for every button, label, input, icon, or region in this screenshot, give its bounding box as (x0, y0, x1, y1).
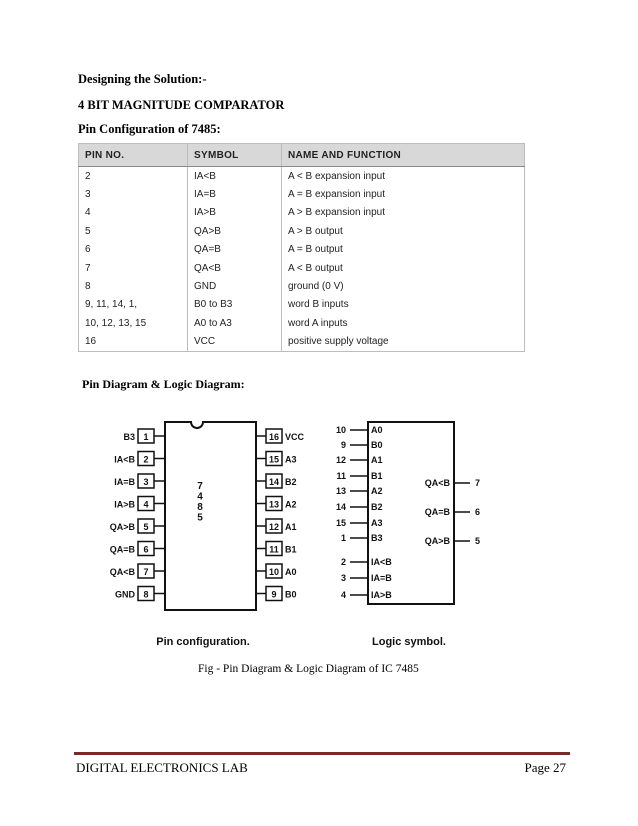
input-pin-label: A0 (371, 425, 383, 435)
cell-symbol: B0 to B3 (188, 296, 282, 314)
cell-symbol: IA<B (188, 167, 282, 186)
column-header-pin: PIN NO. (79, 144, 188, 167)
left-pin-label: IA=B (114, 477, 135, 487)
input-pin-label: B0 (371, 440, 383, 450)
left-pin-label: QA=B (109, 544, 135, 555)
chip-outline (165, 422, 256, 610)
input-pin-number: 11 (336, 471, 346, 481)
table-row (79, 296, 525, 314)
input-pin-number: 12 (335, 455, 346, 465)
cell-symbol: IA>B (188, 204, 282, 222)
table-row (79, 222, 525, 240)
cell-pin: 7 (79, 259, 188, 277)
input-pin-number: 1 (340, 533, 346, 543)
input-pin-number: 13 (335, 486, 346, 496)
footer-page-number: Page 27 (524, 760, 566, 775)
pin-configuration-caption: Pin configuration. (156, 636, 250, 648)
left-pin-label: GND (115, 589, 135, 600)
output-pin-number: 7 (475, 478, 481, 488)
input-pin-label: A3 (371, 518, 383, 528)
output-pin-label: QA=B (424, 507, 450, 517)
right-pin-label: B1 (285, 544, 297, 555)
cell-symbol: A0 to A3 (188, 314, 282, 332)
diagram-heading: Pin Diagram & Logic Diagram: (82, 377, 245, 391)
table-row (79, 167, 525, 186)
left-pin-number: 1 (143, 432, 149, 442)
left-pin-number: 2 (143, 454, 149, 465)
right-pin-number: 13 (268, 499, 280, 510)
footer-lab-name: DIGITAL ELECTRONICS LAB (76, 760, 248, 775)
left-pin-number: 6 (143, 544, 149, 555)
input-pin-label: IA<B (371, 557, 392, 567)
right-pin-number: 14 (268, 477, 280, 487)
cell-function: A < B output (288, 262, 343, 274)
cell-pin: 10, 12, 13, 15 (79, 314, 188, 332)
input-pin-label: A2 (371, 486, 383, 496)
input-pin-label: B3 (371, 533, 383, 543)
output-pin-number: 6 (475, 507, 481, 517)
right-pin-number: 10 (268, 567, 280, 577)
right-pin-label: B0 (285, 589, 297, 600)
cell-symbol: QA<B (188, 259, 282, 277)
pin-config-heading: Pin Configuration of 7485: (78, 122, 221, 136)
cell-function: word B inputs (288, 299, 349, 311)
output-pin-label: QA>B (424, 536, 450, 546)
right-pin-label: VCC (285, 432, 305, 442)
input-pin-number: 14 (335, 502, 346, 512)
cell-symbol: IA=B (188, 185, 282, 203)
chip-part-number-digit: 5 (197, 512, 203, 524)
table-row (79, 204, 525, 222)
right-pin-number: 12 (268, 522, 280, 532)
pin-and-logic-diagram (88, 410, 488, 655)
table-row (79, 185, 525, 203)
input-pin-label: B1 (371, 471, 383, 481)
cell-pin: 9, 11, 14, 1, (79, 296, 188, 314)
left-pin-number: 7 (143, 567, 149, 577)
cell-function: A = B output (288, 244, 343, 256)
right-pin-number: 11 (269, 544, 279, 555)
right-pin-number: 16 (268, 432, 280, 442)
cell-pin: 8 (79, 277, 188, 295)
cell-function: word A inputs (288, 317, 348, 329)
left-pin-label: QA>B (109, 522, 135, 532)
right-pin-label: A0 (285, 567, 297, 577)
cell-function: A = B expansion input (288, 189, 386, 201)
comparator-title: 4 BIT MAGNITUDE COMPARATOR (78, 98, 285, 112)
input-pin-number: 4 (340, 590, 346, 600)
left-pin-number: 4 (143, 499, 149, 510)
cell-function: A > B expansion input (288, 207, 386, 219)
chip-part-number-digit: 8 (197, 502, 203, 513)
table-row (79, 314, 525, 332)
left-pin-number: 3 (143, 477, 149, 487)
pin-configuration-table (78, 143, 525, 352)
cell-pin: 5 (79, 222, 188, 240)
output-pin-label: QA<B (424, 478, 450, 488)
output-pin-number: 5 (475, 536, 481, 546)
table-row (79, 241, 525, 259)
cell-pin: 2 (79, 167, 188, 186)
right-pin-label: A2 (285, 499, 297, 510)
cell-function: A > B output (288, 225, 343, 237)
input-pin-label: IA=B (371, 573, 392, 583)
column-header-symbol: SYMBOL (188, 144, 282, 167)
section-heading: Designing the Solution:- (78, 72, 207, 86)
left-pin-number: 8 (143, 589, 149, 600)
column-header-function: NAME AND FUNCTION (282, 144, 525, 167)
cell-symbol: QA=B (188, 241, 282, 259)
left-pin-label: QA<B (109, 567, 135, 577)
cell-function: ground (0 V) (288, 281, 344, 293)
table-row (79, 333, 525, 352)
cell-function: positive supply voltage (288, 336, 389, 348)
logic-symbol-caption: Logic symbol. (372, 636, 446, 648)
cell-pin: 4 (79, 204, 188, 222)
input-pin-number: 9 (340, 440, 346, 450)
chip-part-number-digit: 4 (197, 491, 203, 503)
right-pin-label: A1 (285, 522, 297, 532)
cell-pin: 6 (79, 241, 188, 259)
left-pin-label: IA>B (114, 499, 135, 510)
cell-symbol: VCC (188, 333, 282, 352)
table-header-row (79, 144, 525, 167)
cell-function: A < B expansion input (288, 170, 386, 182)
input-pin-number: 15 (335, 518, 346, 528)
input-pin-number: 10 (335, 425, 346, 435)
chip-part-number-digit: 7 (197, 481, 203, 492)
input-pin-label: IA>B (371, 590, 392, 600)
right-pin-number: 15 (268, 454, 280, 465)
left-pin-label: IA<B (114, 454, 135, 465)
input-pin-number: 3 (340, 573, 346, 583)
input-pin-label: A1 (371, 455, 383, 465)
cell-symbol: QA>B (188, 222, 282, 240)
table-row (79, 277, 525, 295)
right-pin-number: 9 (271, 589, 277, 600)
left-pin-number: 5 (143, 522, 149, 532)
figure-caption: Fig - Pin Diagram & Logic Diagram of IC 7485 (198, 663, 419, 675)
cell-symbol: GND (188, 277, 282, 295)
right-pin-label: A3 (285, 454, 297, 465)
table-row (79, 259, 525, 277)
left-pin-label: B3 (123, 432, 135, 442)
footer-divider (74, 752, 570, 755)
cell-pin: 16 (79, 333, 188, 352)
input-pin-number: 2 (340, 557, 346, 567)
cell-pin: 3 (79, 185, 188, 203)
right-pin-label: B2 (285, 477, 297, 487)
input-pin-label: B2 (371, 502, 383, 512)
